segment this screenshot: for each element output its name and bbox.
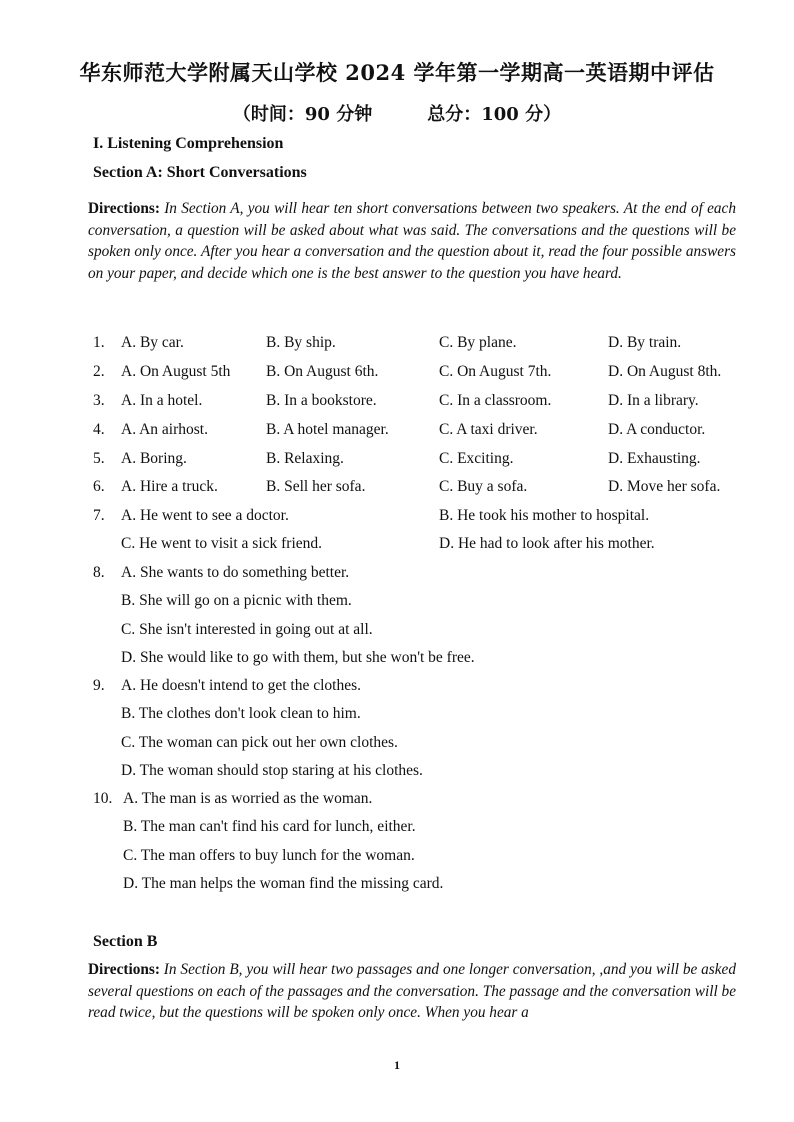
answer-option: A. The man is as worried as the woman. — [123, 790, 373, 807]
answer-option: C. By plane. — [439, 334, 517, 351]
answer-option: A. An airhost. — [121, 421, 208, 438]
answer-option: A. He doesn't intend to get the clothes. — [121, 677, 361, 694]
answer-option: B. She will go on a picnic with them. — [121, 592, 352, 610]
section-b-heading: Section B — [93, 933, 158, 950]
question-number: 2. — [93, 363, 105, 380]
answer-option: C. The woman can pick out her own clothes. — [121, 733, 398, 751]
answer-option: B. He took his mother to hospital. — [439, 507, 650, 524]
answer-option: C. Exciting. — [439, 450, 514, 467]
answer-option: A. Hire a truck. — [121, 478, 218, 495]
question-number: 8. — [93, 564, 105, 581]
answer-option: D. On August 8th. — [608, 363, 722, 380]
answer-option: A. On August 5th — [121, 363, 231, 380]
directions-text: In Section A, you will hear ten short conversations between two speakers. At the end of each conversation, a question will be asked about what was said. The conversations and the questions will be spoken only once. After you hear a conversation and the question about it, read the four possible answers on your paper, and decide which one is the best answer to the question you have heard. — [88, 200, 736, 282]
question-number: 10. — [93, 790, 113, 807]
answer-option: A. He went to see a doctor. — [121, 507, 289, 524]
answer-option: C. In a classroom. — [439, 392, 552, 409]
exam-title: 华东师范大学附属天山学校 2024 学年第一学期高一英语期中评估 — [79, 60, 715, 85]
question-number: 6. — [93, 478, 105, 495]
question-number: 5. — [93, 450, 105, 467]
question-number: 3. — [93, 392, 105, 409]
question-number: 1. — [93, 334, 105, 351]
answer-option: A. She wants to do something better. — [121, 564, 350, 581]
answer-option: B. The clothes don't look clean to him. — [121, 705, 361, 723]
answer-option: B. By ship. — [266, 334, 336, 351]
answer-option: B. Relaxing. — [266, 450, 344, 467]
answer-option: C. On August 7th. — [439, 363, 552, 380]
answer-option: C. A taxi driver. — [439, 421, 538, 438]
section-a-directions — [88, 198, 736, 284]
answer-option: C. Buy a sofa. — [439, 478, 528, 495]
answer-option: B. Sell her sofa. — [266, 478, 366, 495]
answer-option: A. In a hotel. — [121, 392, 203, 409]
exam-time: （时间：90 分钟 — [232, 104, 373, 125]
answer-option: A. Boring. — [121, 450, 187, 467]
directions-label: Directions: — [88, 961, 160, 978]
answer-option: B. A hotel manager. — [266, 421, 389, 438]
question-number: 9. — [93, 677, 105, 694]
answer-option: D. He had to look after his mother. — [439, 535, 655, 552]
answer-option: B. In a bookstore. — [266, 392, 377, 409]
question-number: 4. — [93, 421, 105, 438]
section-a-heading: Section A: Short Conversations — [93, 164, 307, 181]
exam-subtitle — [0, 100, 794, 126]
answer-option: D. The man helps the woman find the missing card. — [123, 874, 444, 892]
page-number: 1 — [394, 1058, 400, 1072]
answer-option: D. In a library. — [608, 392, 699, 409]
question-number: 7. — [93, 507, 105, 524]
directions-label: Directions: — [88, 200, 160, 217]
answer-option: D. Exhausting. — [608, 450, 701, 467]
answer-option: D. Move her sofa. — [608, 478, 721, 495]
answer-option: D. The woman should stop staring at his clothes. — [121, 761, 423, 779]
part-heading: I. Listening Comprehension — [93, 135, 284, 152]
answer-option: B. The man can't find his card for lunch, either. — [123, 818, 416, 836]
exam-score: 总分：100 分） — [427, 104, 562, 125]
section-b-directions — [88, 959, 736, 1024]
answer-option: C. She isn't interested in going out at all. — [121, 620, 373, 638]
answer-option: D. A conductor. — [608, 421, 706, 438]
answer-option: D. By train. — [608, 334, 682, 351]
answer-option: B. On August 6th. — [266, 363, 379, 380]
answer-option: A. By car. — [121, 334, 184, 351]
answer-option: D. She would like to go with them, but she won't be free. — [121, 648, 475, 666]
answer-option: C. The man offers to buy lunch for the woman. — [123, 846, 415, 864]
directions-text: In Section B, you will hear two passages and one longer conversation, ,and you will be asked several questions on each of the passages and the conversation. The passage and the conversation will be read twice, but the questions will be spoken only once. When you hear a — [88, 961, 736, 1021]
answer-option: C. He went to visit a sick friend. — [121, 535, 323, 552]
